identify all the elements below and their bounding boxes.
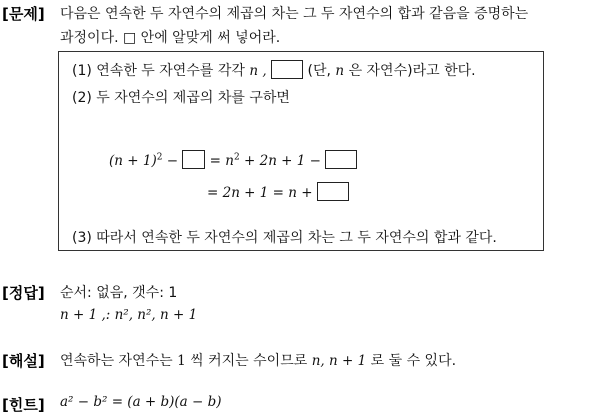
eq2-text: = 2n + 1 = n + xyxy=(207,185,313,201)
explanation-label: [해설] xyxy=(2,352,45,370)
problem-label: [문제] xyxy=(2,5,45,23)
equation-line-2 xyxy=(207,182,349,201)
blank-box-4[interactable] xyxy=(317,182,349,201)
explanation-text xyxy=(60,350,456,370)
eq1-exponent: 2 xyxy=(156,152,163,163)
step-2: (2) 두 자연수의 제곱의 차를 구하면 xyxy=(72,90,290,106)
explanation-mid: 씩 커지는 수이므로 xyxy=(190,353,308,369)
blank-box-3[interactable] xyxy=(325,150,357,169)
hint-formula: a² − b² = (a + b)(a − b) xyxy=(60,394,222,410)
equation-line-1 xyxy=(109,150,357,169)
blank-box-1[interactable] xyxy=(271,60,303,79)
step-1-prefix: (1) 연속한 두 자연수를 각각 xyxy=(72,63,245,79)
answer-label: [정답] xyxy=(2,284,45,302)
explanation-vars: n, n + 1 xyxy=(311,353,367,369)
explanation-one: 1 xyxy=(177,353,186,369)
step-1 xyxy=(72,60,476,80)
answer-line1: 순서: 없음, 갯수: 1 xyxy=(60,285,178,301)
eq1-exponent-2: 2 xyxy=(233,152,240,163)
explanation-post: 로 둘 수 있다. xyxy=(370,353,457,369)
step-1-suffix-a: (단, xyxy=(307,63,331,79)
step-1-suffix-var: n xyxy=(335,63,345,79)
step-1-suffix-b: 은 자연수)라고 한다. xyxy=(348,63,476,79)
step-3: (3) 따라서 연속한 두 자연수의 제곱의 차는 그 두 자연수의 합과 같다. xyxy=(72,230,497,246)
eq1-left: (n + 1) xyxy=(109,153,157,169)
eq1-right: = n xyxy=(209,153,234,169)
proof-box xyxy=(58,51,544,251)
answer-line2: n + 1 ,: n², n², n + 1 xyxy=(60,307,198,323)
eq1-minus: − xyxy=(166,153,179,169)
blank-box-2[interactable] xyxy=(182,150,205,169)
problem-text-line1: 다음은 연속한 두 자연수의 제곱의 차는 그 두 자연수의 합과 같음을 증명하는 xyxy=(60,6,529,22)
problem-text-line2: 과정이다. □ 안에 알맞게 써 넣어라. xyxy=(60,30,281,46)
explanation-pre: 연속하는 자연수는 xyxy=(60,353,173,369)
eq1-tail: + 2n + 1 − xyxy=(244,153,321,169)
hint-label: [힌트] xyxy=(2,396,45,414)
step-1-var-n: n , xyxy=(249,63,267,79)
